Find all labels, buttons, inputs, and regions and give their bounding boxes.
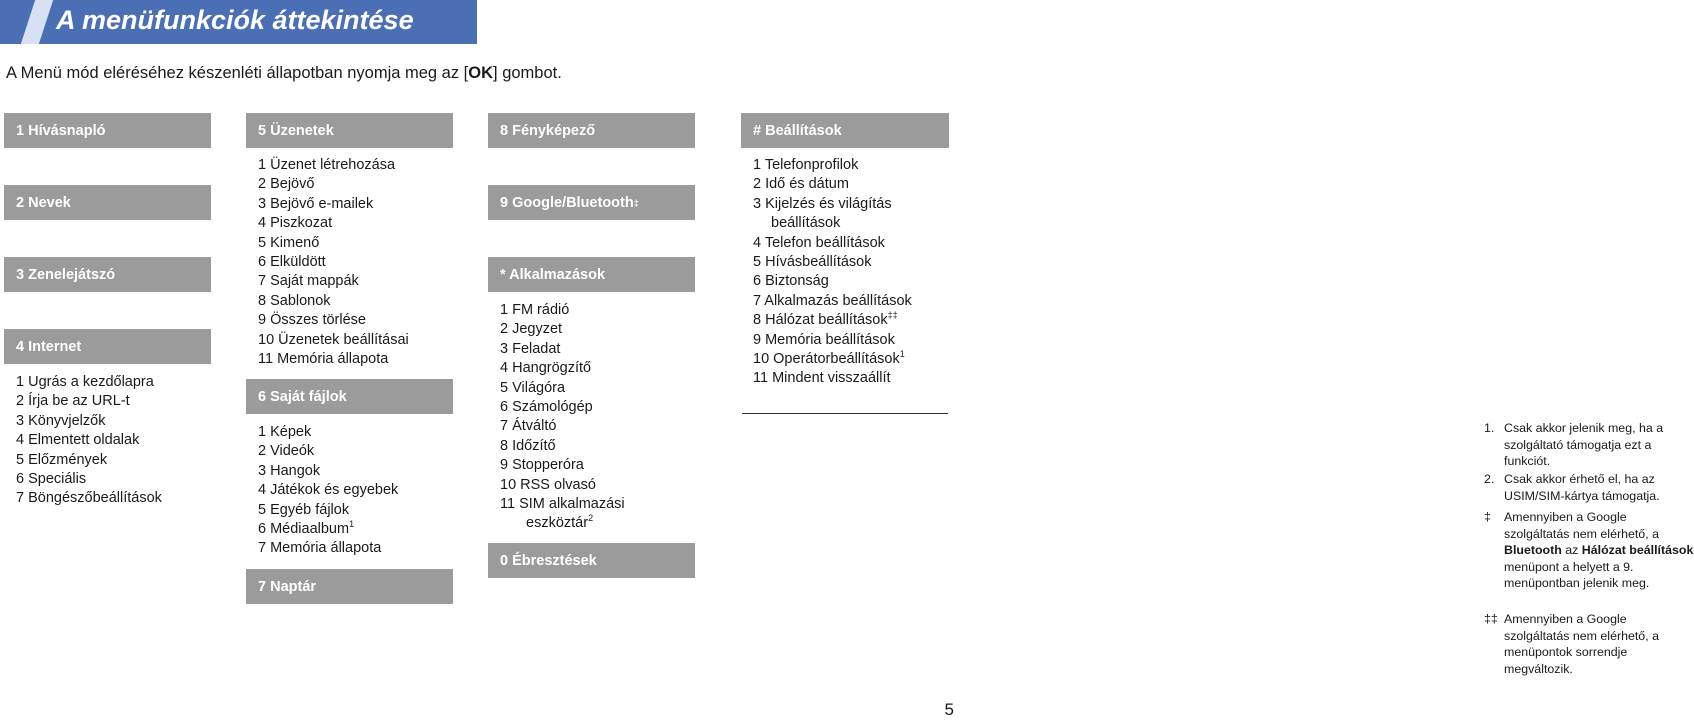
list-item: 6 Biztonság	[753, 273, 829, 290]
list-item: 8 Időzítő	[500, 437, 556, 454]
list-item: 1 Telefonprofilok	[753, 157, 859, 173]
category-camera: 8 Fényképező	[488, 113, 695, 148]
footnote-2	[1484, 471, 1694, 504]
footnote-mark: ‡	[1484, 510, 1491, 524]
category-calendar: 7 Naptár	[246, 569, 453, 604]
list-item: 9 Összes törlése	[258, 312, 366, 329]
footnote-text: Csak akkor érhető el, ha az USIM/SIM-kártya támogatja.	[1504, 472, 1660, 503]
footnote-marker: 1	[899, 349, 905, 360]
category-internet: 4 Internet	[4, 329, 211, 364]
list-item: 11 Mindent visszaállít	[753, 370, 891, 387]
list-item	[753, 350, 912, 369]
category-label: 9 Google/Bluetooth	[500, 194, 634, 211]
list-item: 11 Memória állapota	[258, 351, 389, 368]
list-item: 2 Idő és dátum	[753, 176, 849, 193]
title-slash-decoration	[21, 0, 53, 44]
footnote-text: Csak akkor jelenik meg, ha a szolgáltató támogatja ezt a funkciót.	[1504, 421, 1664, 468]
list-item: 2 Írja be az URL-t	[16, 393, 130, 410]
list-item: 4 Telefon beállítások	[753, 234, 885, 251]
intro-text	[6, 64, 562, 83]
applications-submenu-list	[500, 301, 625, 534]
list-item: 5 Kimenő	[258, 234, 320, 251]
list-item: 1 FM rádió	[500, 302, 570, 318]
list-item: 5 Egyéb fájlok	[258, 501, 350, 518]
list-item: 6 Számológép	[500, 399, 593, 416]
footnote-marker: 1	[349, 519, 355, 530]
list-item: 3 Bejövő e-mailek	[258, 195, 374, 212]
list-item: 10 RSS olvasó	[500, 476, 596, 493]
page-title: A menüfunkciók áttekintése	[56, 5, 414, 35]
page-number: 5	[944, 700, 954, 719]
list-item: 10 Üzenetek beállításai	[258, 331, 409, 348]
list-item: 7 Saját mappák	[258, 273, 359, 290]
list-item: 4 Játékok és egyebek	[258, 482, 399, 499]
list-item: 1 Ugrás a kezdőlapra	[16, 374, 154, 390]
my-files-submenu-list	[258, 423, 398, 559]
list-item: 7 Memória állapota	[258, 540, 382, 557]
category-call-log: 1 Hívásnapló	[4, 113, 211, 148]
category-alarms: 0 Ébresztések	[488, 543, 695, 578]
list-item-continuation	[500, 514, 625, 533]
category-settings: # Beállítások	[741, 113, 949, 148]
category-music-player: 3 Zenelejátszó	[4, 257, 211, 292]
list-item	[258, 520, 398, 539]
list-item: 2 Bejövő	[258, 176, 315, 193]
list-item: 8 Sablonok	[258, 292, 331, 309]
list-item: 11 SIM alkalmazási	[500, 496, 625, 513]
category-names: 2 Nevek	[4, 185, 211, 220]
list-item-label: 6 Médiaalbum	[258, 521, 350, 538]
footnote-mark: ‡‡	[1484, 612, 1498, 626]
category-messages: 5 Üzenetek	[246, 113, 453, 148]
intro-key: OK	[468, 64, 494, 82]
footnote-3	[1484, 509, 1694, 592]
footnote-text-part: az	[1561, 543, 1582, 557]
list-item: 7 Böngészőbeállítások	[16, 490, 162, 507]
list-item: 3 Könyvjelzők	[16, 412, 106, 429]
list-item: 1 Üzenet létrehozása	[258, 157, 396, 173]
list-item: 2 Jegyzet	[500, 321, 563, 338]
list-item: 6 Speciális	[16, 471, 87, 488]
intro-before: A Menü mód eléréséhez készenléti állapotban nyomja meg az [	[6, 64, 469, 82]
footnote-mark: 1.	[1484, 421, 1495, 435]
category-applications: * Alkalmazások	[488, 257, 695, 292]
messages-submenu-list	[258, 156, 409, 369]
footnote-marker: ‡‡	[887, 310, 898, 321]
list-item: 3 Feladat	[500, 340, 561, 357]
footnote-text: Amennyiben a Google szolgáltatás nem elérhető, a menüpontok sorrendje megváltozik.	[1504, 612, 1659, 676]
footnote-bold-term: Bluetooth	[1504, 543, 1562, 557]
list-item-continuation: beállítások	[771, 215, 841, 232]
list-item: 4 Hangrögzítő	[500, 360, 592, 377]
footnote-1	[1484, 420, 1694, 470]
footnote-divider	[742, 413, 948, 414]
list-item: 9 Stopperóra	[500, 457, 584, 474]
category-google-bluetooth: 9 Google/Bluetooth ‡	[488, 185, 695, 220]
list-item: 9 Memória beállítások	[753, 331, 895, 348]
footnote-mark: 2.	[1484, 472, 1495, 486]
list-item: 5 Előzmények	[16, 451, 108, 468]
footnote-4	[1484, 611, 1694, 677]
list-item-label: 10 Operátorbeállítások	[753, 351, 900, 368]
list-item: 6 Elküldött	[258, 254, 326, 271]
footnote-marker: 2	[588, 513, 594, 524]
list-item: 5 Világóra	[500, 379, 566, 396]
category-my-files: 6 Saját fájlok	[246, 379, 453, 414]
list-item	[753, 311, 912, 330]
list-item: 2 Videók	[258, 443, 315, 460]
list-item-label: 8 Hálózat beállítások	[753, 312, 888, 329]
list-item: 4 Elmentett oldalak	[16, 432, 140, 449]
footnote-bold-term: Hálózat beállítások	[1581, 543, 1694, 557]
footnote-text-part: menüpont a helyett a 9. menüpontban jelenik meg.	[1504, 559, 1650, 590]
footnote-text	[1504, 509, 1694, 592]
list-item: 1 Képek	[258, 424, 312, 440]
list-item: 3 Hangok	[258, 462, 321, 479]
internet-submenu-list	[16, 373, 162, 509]
title-bar	[0, 0, 477, 44]
footnote-text-part: Amennyiben a Google szolgáltatás nem elérhető, a	[1504, 510, 1659, 541]
list-item: 5 Hívásbeállítások	[753, 254, 872, 271]
intro-after: ] gombot.	[493, 64, 562, 82]
list-item: 4 Piszkozat	[258, 215, 333, 232]
list-item: 7 Alkalmazás beállítások	[753, 292, 912, 309]
list-item: 7 Átváltó	[500, 418, 557, 435]
list-item: 3 Kijelzés és világítás	[753, 195, 892, 212]
list-item-label: eszköztár	[526, 515, 589, 532]
settings-submenu-list	[753, 156, 912, 389]
